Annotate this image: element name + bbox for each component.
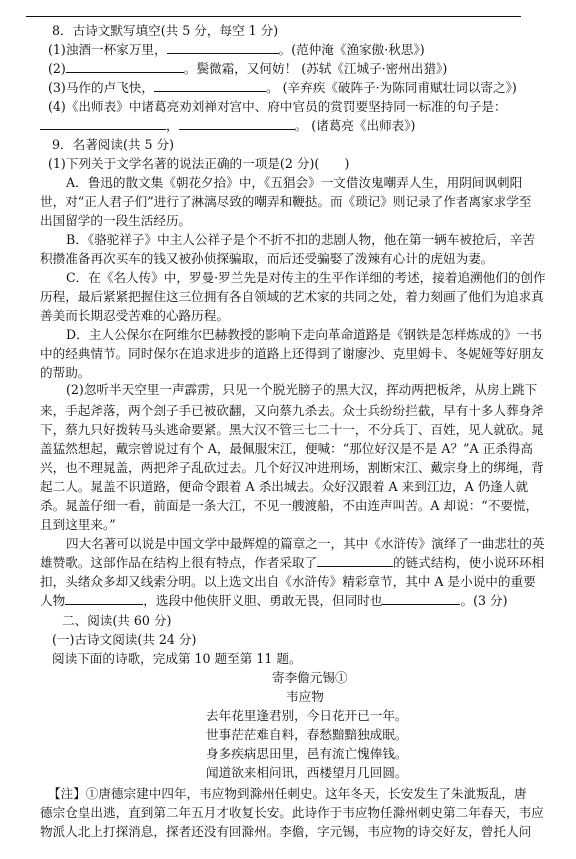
q8-heading: 8．古诗文默写填空(共 5 分，每空 1 分) bbox=[52, 23, 279, 38]
note-line: 【注】①唐德宗建中四年，韦应物到滁州任刺史。这年冬天，长安发生了朱泚叛乱，唐 bbox=[48, 786, 527, 801]
poem-line: 闻道欲来相问讯，西楼望月几回圆。 bbox=[206, 765, 408, 780]
poem-line: 世事茫茫难自料，春愁黯黯独成眠。 bbox=[206, 727, 408, 742]
q8-item-1 bbox=[48, 41, 425, 59]
q8-item-4-comma: ， bbox=[166, 118, 179, 133]
q8-item-1-suffix: 。(范仲淹《渔家傲·秋思》) bbox=[278, 42, 425, 57]
q9-option-a-line: 世，对“正人君子们”进行了淋漓尽致的嘲弄和鞭挞。而《琐记》则记录了作者离家求学至 bbox=[40, 194, 532, 209]
q9-option-a-line: 出国留学的一段生活经历。 bbox=[40, 213, 192, 228]
section-2-instruction: 阅读下面的诗歌，完成第 10 题至第 11 题。 bbox=[52, 651, 302, 666]
q8-blank-2 bbox=[66, 60, 184, 73]
q9-blank-name bbox=[65, 592, 143, 605]
q9-passage-line: 来，手起斧落，两个刽子手已被砍翻，又向蔡九杀去。众士兵纷纷拦截，早有十多人葬身斧 bbox=[40, 403, 544, 418]
q9-option-c-line: 历程，最后紧紧把握住这三位拥有各自领域的艺术家的共同之处，着力刻画了他们为追求真 bbox=[40, 289, 544, 304]
q8-blank-1 bbox=[167, 41, 279, 54]
top-rule bbox=[26, 16, 521, 17]
q9-para3-line2-prefix: 雄赞歌。这部作品在结构上很有特点，作者采取了 bbox=[40, 555, 318, 570]
poem-line: 去年花里逢君别，今日花开已一年。 bbox=[206, 708, 408, 723]
q8-blank-5 bbox=[179, 117, 295, 130]
q9-passage-line: 下，蔡九只好拨转马头逃命要紧。黑大汉不管三七二十一，不分兵丁、百姓，见人就砍。晁 bbox=[40, 422, 544, 437]
q9-option-d-line: D．主人公保尔在阿维尔巴赫教授的影响下走向革命道路是《钢铁是怎样炼成的》一书 bbox=[66, 327, 543, 342]
q8-item-4-suffix: 。 (诸葛亮《出师表》) bbox=[294, 118, 416, 133]
note-line: 德宗仓皇出逃，直到第二年五月才收复长安。此诗作于韦应物任滁州刺史第二年春天，韦应 bbox=[40, 805, 544, 820]
section-2-subheading: (一)古诗文阅读(共 24 分) bbox=[52, 632, 197, 647]
q8-item-3-suffix: 。 (辛弃疾《破阵子·为陈同甫赋壮词以寄之》) bbox=[266, 80, 517, 95]
q8-blank-3 bbox=[154, 79, 266, 92]
q9-option-b-line: 积攒准备再次买车的钱又被孙侦探骗取，而后还受骗娶了泼辣有心计的虎妞为妻。 bbox=[40, 251, 494, 266]
q9-para3-line4-prefix: 人物 bbox=[40, 593, 66, 608]
q8-item-2-prefix: (2) bbox=[48, 61, 66, 76]
q9-passage-line: 兴，也不理晁盖，两把斧子乱砍过去。几个好汉冲进刑场，割断宋江、戴宗身上的绑绳，背 bbox=[40, 460, 544, 475]
q9-para3-line4-mid: ，选段中他侠肝义胆、勇敢无畏，但同时也 bbox=[143, 593, 383, 608]
q9-para3-line2-suffix: 的链式结构，使小说环环相 bbox=[393, 555, 545, 570]
q9-option-b-line: B．《骆驼祥子》中主人公祥子是个不折不扣的悲剧人物，他在第一辆车被抢后，辛苦 bbox=[66, 232, 535, 247]
q8-item-2 bbox=[48, 60, 447, 78]
poem-author: 韦应物 bbox=[286, 689, 324, 704]
q9-passage-line: 盖猛然想起，戴宗曾说过有个 A，最佩服宋江，便喊：“那位好汉是不是 A？”A 正杀得高 bbox=[40, 441, 533, 456]
poem-title: 寄李儋元锡① bbox=[272, 670, 348, 685]
q9-option-d-line: 中的经典情节。同时保尔在追求进步的道路上还得到了谢廖沙、克里姆卡、冬妮娅等好朋友 bbox=[40, 346, 544, 361]
q9-passage-line: 杀。晁盖仔细一看，前面是一条大江，不见一艘渡船，不由连声叫苦。A 却说：“不要慌， bbox=[40, 498, 539, 513]
q9-paragraph-3-line bbox=[40, 554, 544, 572]
q9-passage-line: 且到这里来。” bbox=[40, 517, 116, 532]
q9-option-a-line: A．鲁迅的散文集《朝花夕拾》中，《五猖会》一文借汝鬼嘲弄人生，用阴间讽刺阳 bbox=[66, 175, 523, 190]
q9-paragraph-3-line bbox=[40, 592, 508, 610]
q8-item-3 bbox=[48, 79, 517, 97]
q9-blank-structure bbox=[317, 554, 393, 567]
q9-paragraph-3-line: 四大名著可以说是中国文学中最辉煌的篇章之一，其中《水浒传》演绎了一曲悲壮的英 bbox=[66, 536, 545, 551]
q9-option-c-line: C．在《名人传》中，罗曼·罗兰先是对传主的生平作详细的考述，接着追溯他们的创作 bbox=[66, 270, 546, 285]
q8-item-2-suffix: 。鬓微霜，又何妨！ (苏轼《江城子·密州出猎》) bbox=[183, 61, 448, 76]
q8-item-4: (4)《出师表》中诸葛亮劝刘禅对宫中、府中官员的赏罚要坚持同一标准的句子是： bbox=[48, 99, 507, 114]
q8-item-1-prefix: (1)浊酒一杯家万里， bbox=[48, 42, 167, 57]
q8-item-4-answer bbox=[40, 117, 415, 135]
section-2-heading: 二、阅读(共 60 分) bbox=[62, 613, 172, 628]
q9-passage-line: (2)忽听半天空里一声霹雳，只见一个脱光膀子的黑大汉，挥动两把板斧，从房上跳下 bbox=[66, 382, 538, 397]
q9-blank-flaw bbox=[382, 592, 460, 605]
q9-passage-line: 起二人。晁盖不识道路，便命令跟着 A 杀出城去。众好汉跟着 A 来到江边，A 仍逢人就 bbox=[40, 479, 529, 494]
q9-para3-line4-suffix: 。(3 分) bbox=[460, 593, 508, 608]
note-line: 物派人北上打探消息，探者还没有回滁州。李儋，字元锡，韦应物的诗交好友，曾托人问 bbox=[40, 824, 532, 839]
q9-heading: 9．名著阅读(共 5 分) bbox=[52, 137, 175, 152]
q9-option-c-line: 善美而长期忍受苦难的心路历程。 bbox=[40, 308, 229, 323]
q9-option-d-line: 的帮助。 bbox=[40, 365, 91, 380]
q9-paragraph-3-line: 扣，头绪众多却又线索分明。以上选文出自《水浒传》精彩章节，其中 A 是小说中的重要 bbox=[40, 574, 536, 589]
q8-blank-4 bbox=[40, 117, 166, 130]
q8-item-3-prefix: (3)马作的卢飞快， bbox=[48, 80, 154, 95]
q9-sub-1: (1)下列关于文学名著的说法正确的一项是(2 分)( ) bbox=[48, 156, 350, 171]
poem-line: 身多疾病思田里，邑有流亡愧俸钱。 bbox=[206, 746, 408, 761]
